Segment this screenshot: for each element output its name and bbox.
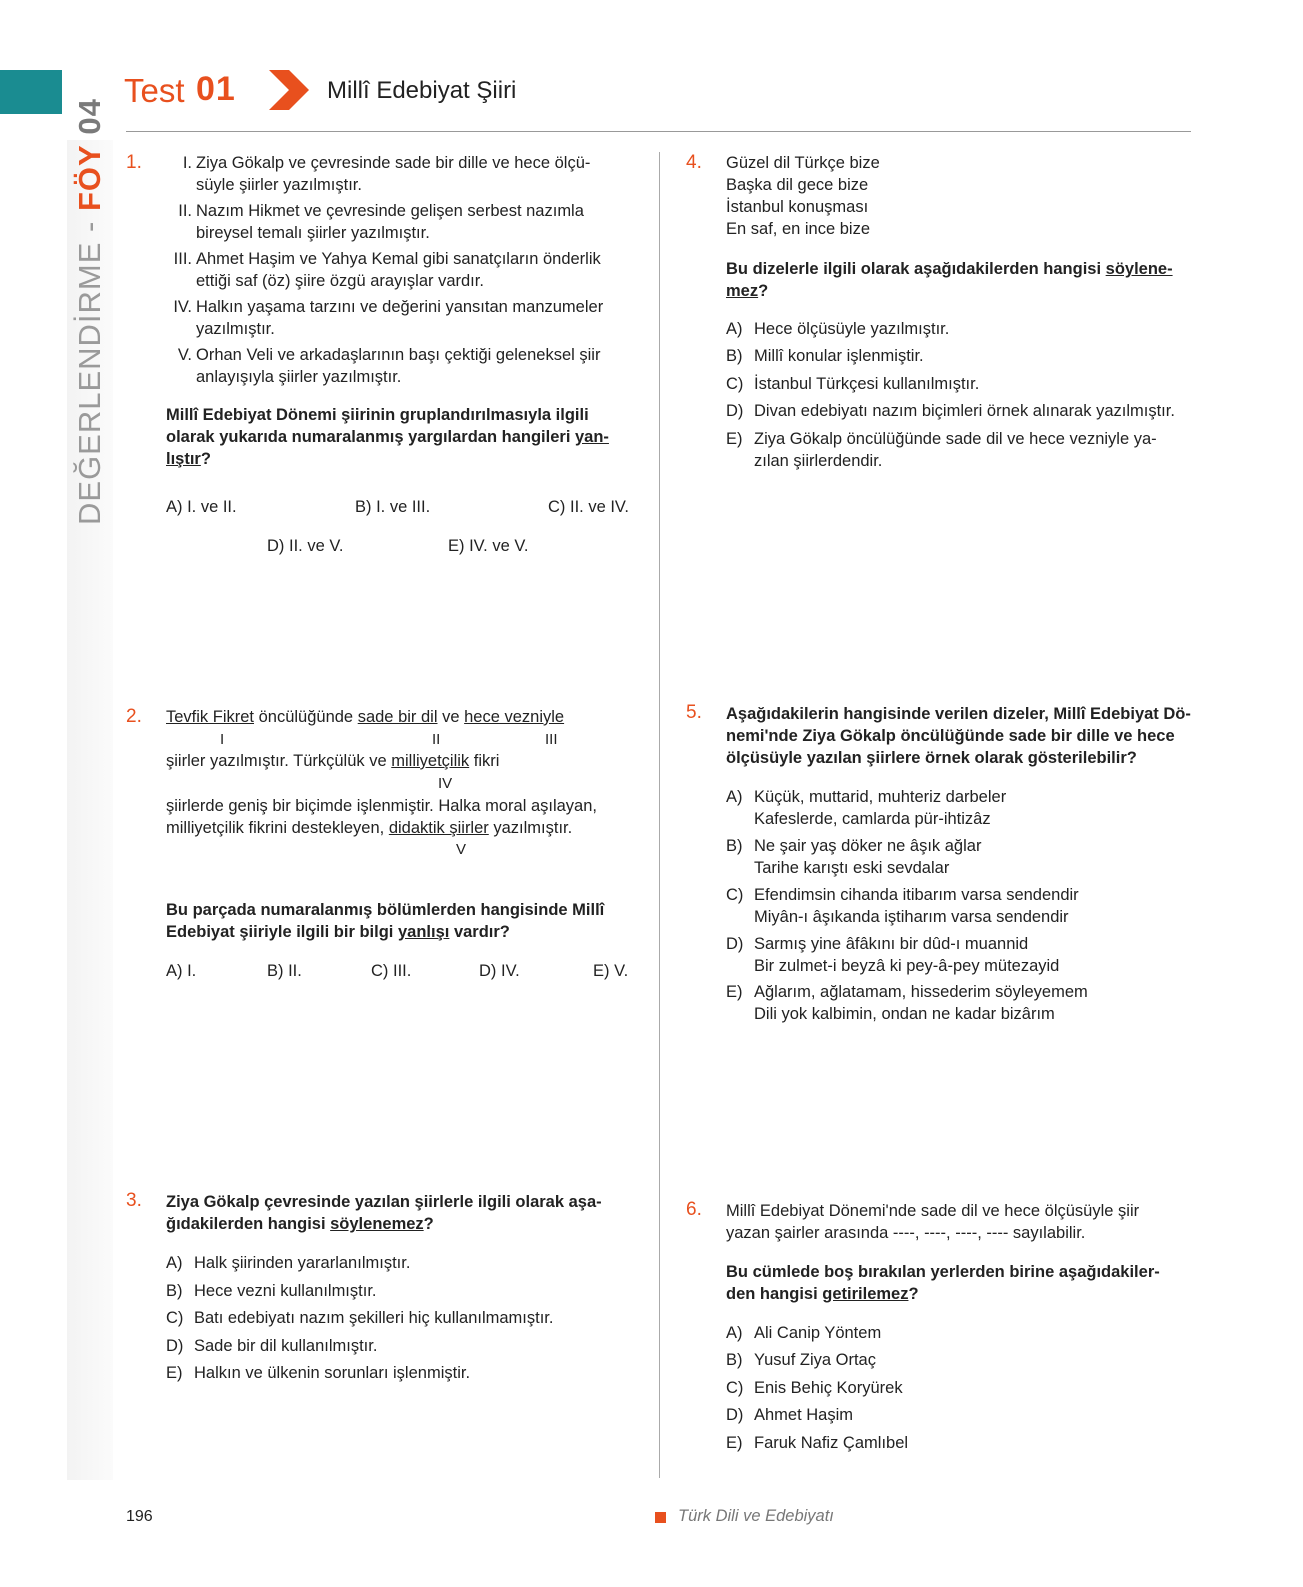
option-text [754,835,981,879]
question-stem [726,703,1191,769]
question-2-passage [166,706,564,728]
roman-numeral: III. [173,250,192,268]
option-text: Yusuf Ziya Ortaç [754,1351,876,1369]
question-line [726,1283,1160,1305]
option-text-line: zılan şiirlerdendir. [754,452,883,470]
option-e[interactable] [726,1432,908,1454]
option-letter: E) [726,1434,743,1452]
side-label [69,98,111,525]
option-letter: D) [726,1406,744,1424]
underlined-word: söylenemez [330,1215,424,1233]
test-label: Test [124,72,185,109]
passage-text: ve [437,708,465,726]
option-text-line: Ne şair yaş döker ne âşık ağlar [754,837,982,855]
option-e[interactable]: E) V. [593,962,629,980]
question-stem [726,1261,1160,1305]
question-text: ğıdakilerden hangisi [166,1215,331,1233]
passage-line: şiirlerde geniş bir biçimde işlenmiştir. Halka moral aşılayan, [166,797,597,815]
option-text: Batı edebiyatı nazım şekilleri hiç kullanılmamıştır. [194,1309,554,1327]
question-line: ölçüsüyle yazılan şiirlere örnek olarak gösterilebilir? [726,749,1137,767]
roman-numeral: II. [178,202,192,220]
option-letter: E) [726,983,743,1001]
roman-numeral: I. [182,154,192,172]
question-text: vardır? [449,923,510,941]
part-label: V [456,841,467,858]
question-line: nemi'nde Ziya Gökalp öncülüğünde sade bir dille ve hece [726,727,1175,745]
option-text: Halk şiirinden yararlanılmıştır. [194,1254,411,1272]
numbered-part: sade bir dil [357,708,438,726]
underlined-word: yan- [575,428,609,446]
statement-text: Nazım Hikmet ve çevresinde gelişen serbest nazımla [196,202,584,220]
statement-text: Ahmet Haşim ve Yahya Kemal gibi sanatçıların önderlik [196,250,601,268]
option-c[interactable] [726,373,979,395]
part-label: I [220,731,225,748]
option-b[interactable] [166,1280,376,1302]
passage-text: fikri [469,752,500,770]
option-d[interactable] [726,933,1059,977]
option-letter: D) [166,1337,184,1355]
question-number: 6. [686,1199,702,1220]
option-a[interactable]: A) I. [166,962,197,980]
question-line: Millî Edebiyat Dönemi şiirinin gruplandırılmasıyla ilgili [166,406,589,424]
question-line: Aşağıdakilerin hangisinde verilen dizeler, Millî Edebiyat Dö- [726,705,1191,723]
question-line [166,426,609,448]
option-b[interactable] [726,1349,876,1371]
question-text: ? [908,1285,919,1303]
option-a[interactable] [726,1322,881,1344]
passage-text: milliyetçilik fikrini destekleyen, [166,819,389,837]
side-label-foy: FÖY [72,144,107,212]
option-text-line: Dili yok kalbimin, ondan ne kadar bizârım [754,1005,1055,1023]
numbered-part: Tevfik Fikret [166,708,255,726]
question-text: olarak yukarıda numaralanmış yargılardan hangileri [166,428,575,446]
question-text: ? [200,450,211,468]
question-line: Bu cümlede boş bırakılan yerlerden birine aşağıdakiler- [726,1263,1160,1281]
option-letter: A) [726,1324,743,1342]
part-label: IV [438,775,453,792]
passage-text: öncülüğünde [254,708,358,726]
option-letter: C) [726,1379,744,1397]
option-text: İstanbul Türkçesi kullanılmıştır. [754,375,980,393]
option-b[interactable] [726,345,924,367]
question-line [726,280,1173,302]
option-text-line: Küçük, muttarid, muhteriz darbeler [754,788,1007,806]
option-c[interactable] [726,1377,903,1399]
option-letter: B) [726,837,743,855]
numbered-part: milliyetçilik [391,752,470,770]
header-accent-bar [0,70,62,114]
poem-line: Güzel dil Türkçe bize [726,154,880,172]
side-label-text: DEĞERLENDİRME - [72,211,107,525]
option-letter: C) [726,886,744,904]
poem [726,152,880,240]
question-text: ? [758,282,769,300]
option-d[interactable] [726,400,1175,422]
numbered-part: hece vezniyle [464,708,565,726]
roman-numeral: IV. [173,298,192,316]
option-letter: D) [726,402,744,420]
chevron-right-icon [267,68,311,112]
option-c[interactable]: C) II. ve IV. [548,498,630,516]
option-text-line: Tarihe karıştı eski sevdalar [754,859,950,877]
statement-text: anlayışıyla şiirler yazılmıştır. [196,368,402,386]
header-divider [126,131,1191,132]
option-text: Enis Behiç Koryürek [754,1379,903,1397]
option-letter: B) [726,347,743,365]
option-letter: A) [726,788,743,806]
option-text-line: Kafeslerde, camlarda pür-ihtizâz [754,810,991,828]
underlined-word: yanlışı [397,923,450,941]
question-text: den hangisi [726,1285,823,1303]
option-b[interactable]: B) II. [267,962,302,980]
option-letter: B) [166,1282,183,1300]
option-letter: A) [166,1254,183,1272]
question-number: 2. [126,706,142,727]
side-label-number: 04 [72,98,107,135]
statement-text: bireysel temalı şiirler yazılmıştır. [196,224,430,242]
poem-line: Başka dil gece bize [726,176,869,194]
passage-line [166,817,572,839]
option-e[interactable] [726,428,1157,472]
question-stem [166,899,604,943]
option-text: Halkın ve ülkenin sorunları işlenmiştir. [194,1364,471,1382]
statement-text: Ziya Gökalp ve çevresinde sade bir dille ve hece ölçü- [196,154,591,172]
option-text-line: Ağlarım, ağlatamam, hissederim söyleyemem [754,983,1088,1001]
question-line [166,1213,602,1235]
option-text: Hece vezni kullanılmıştır. [194,1282,377,1300]
book-title: Türk Dili ve Edebiyatı [678,1507,834,1525]
option-text-line: Ziya Gökalp öncülüğünde sade dil ve hece vezniyle ya- [754,430,1157,448]
option-c[interactable] [166,1307,553,1329]
option-text-line: Miyân-ı âşıkanda iştiharım varsa sendendir [754,908,1069,926]
option-text [754,786,1006,830]
option-text [754,981,1088,1025]
option-text-line: Efendimsin cihanda itibarım varsa sendendir [754,886,1079,904]
option-b[interactable] [726,835,981,879]
question-line [166,921,604,943]
option-e[interactable]: E) IV. ve V. [448,537,529,555]
question-number: 5. [686,702,702,723]
question-text: Edebiyat şiiriyle ilgili bir bilgi [166,923,398,941]
test-number: 01 [196,70,236,108]
option-text: Divan edebiyatı nazım biçimleri örnek alınarak yazılmıştır. [754,402,1175,420]
question-stem [726,258,1173,302]
option-text: Sade bir dil kullanılmıştır. [194,1337,378,1355]
option-letter: B) [726,1351,743,1369]
statement-text: Orhan Veli ve arkadaşlarının başı çektiği geleneksel şiir [196,346,601,364]
question-6-stem [726,1200,1139,1244]
option-letter: E) [726,430,743,448]
part-label: III [545,731,558,748]
underlined-word: lıştır [166,450,201,468]
option-d[interactable] [726,1404,853,1426]
underlined-word: söylene- [1105,260,1173,278]
statement-text: yazılmıştır. [196,320,275,338]
column-divider [659,152,660,1478]
option-letter: E) [166,1364,183,1382]
statement-text: Halkın yaşama tarzını ve değerini yansıtan manzumeler [196,298,604,316]
option-text: Ahmet Haşim [754,1406,854,1424]
question-stem [166,404,609,470]
option-text: Ali Canip Yöntem [754,1324,882,1342]
question-number: 3. [126,1190,142,1211]
underlined-word: mez [726,282,759,300]
option-text: Faruk Nafiz Çamlıbel [754,1434,909,1452]
question-line [726,258,1173,280]
question-text: Bu dizelerle ilgili olarak aşağıdakilerden hangisi [726,260,1106,278]
option-a[interactable] [726,318,949,340]
option-text-line: Sarmış yine âfâkını bir dûd-ı muannid [754,935,1029,953]
page-number: 196 [126,1508,153,1525]
statement-text: süyle şiirler yazılmıştır. [196,176,362,194]
option-d[interactable]: D) IV. [479,962,520,980]
poem-line: En saf, en ince bize [726,220,871,238]
option-letter: A) [726,320,743,338]
option-d[interactable]: D) II. ve V. [267,537,344,555]
footer-square-icon [655,1512,666,1523]
option-text: Millî konular işlenmiştir. [754,347,924,365]
passage-text: şiirler yazılmıştır. Türkçülük ve [166,752,392,770]
option-text [754,933,1059,977]
option-text: Hece ölçüsüyle yazılmıştır. [754,320,950,338]
statement-text: ettiği saf (öz) şiire özgü arayışlar vardır. [196,272,484,290]
passage-line [166,750,499,772]
option-c[interactable]: C) III. [371,962,412,980]
option-letter: C) [166,1309,184,1327]
question-line: Ziya Gökalp çevresinde yazılan şiirlerle ilgili olarak aşa- [166,1193,602,1211]
question-line: Bu parçada numaralanmış bölümlerden hangisinde Millî [166,901,605,919]
question-line [166,448,609,470]
roman-numeral: V. [177,346,192,364]
option-text-line: Bir zulmet-i beyzâ ki pey-â-pey mütezayid [754,957,1060,975]
option-text [754,428,1157,472]
option-letter: C) [726,375,744,393]
question-number: 4. [686,152,702,173]
option-text [754,884,1079,928]
page-title: Millî Edebiyat Şiiri [327,77,517,104]
stem-line: yazan şairler arasında ----, ----, ----, ---- sayılabilir. [726,1224,1086,1242]
option-letter: D) [726,935,744,953]
part-label: II [432,731,441,748]
poem-line: İstanbul konuşması [726,198,869,216]
option-b[interactable]: B) I. ve III. [355,498,431,516]
stem-line: Millî Edebiyat Dönemi'nde sade dil ve hece ölçüsüyle şiir [726,1202,1140,1220]
option-c[interactable] [726,884,1079,928]
question-text: ? [423,1215,434,1233]
option-e[interactable] [166,1362,470,1384]
option-e[interactable] [726,981,1088,1025]
option-a[interactable] [726,786,1006,830]
question-stem [166,1191,602,1235]
numbered-part: didaktik şiirler [388,819,489,837]
option-a[interactable]: A) I. ve II. [166,498,237,516]
underlined-word: getirilemez [822,1285,909,1303]
option-a[interactable] [166,1252,410,1274]
option-d[interactable] [166,1335,377,1357]
passage-text: yazılmıştır. [488,819,573,837]
question-number: 1. [126,152,142,173]
